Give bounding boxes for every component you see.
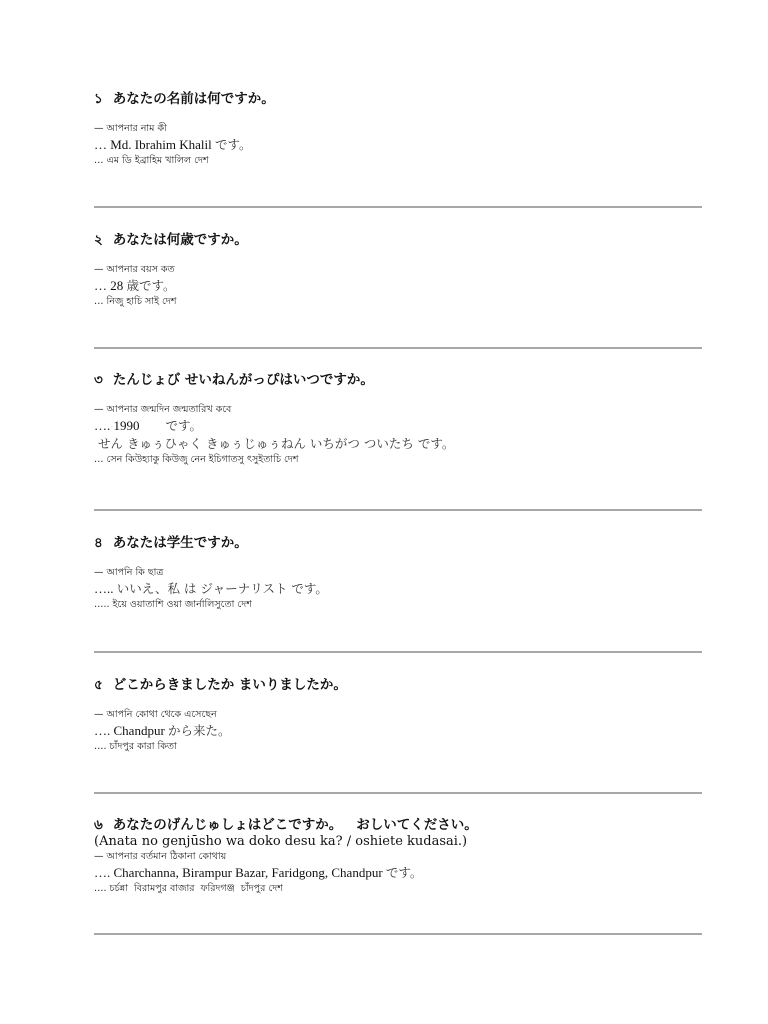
question-number: ৪ [94, 535, 103, 551]
question-heading [94, 90, 702, 108]
answer-latin: …. 1990 [94, 418, 166, 433]
question-block-2 [94, 231, 702, 309]
question-number: ১ [94, 91, 103, 107]
answer-latin: ….. [94, 581, 117, 596]
question-block-6 [94, 816, 702, 896]
answer-line [94, 136, 702, 154]
answer-latin: … 28 [94, 278, 127, 293]
answer-japanese: です。 [165, 418, 203, 433]
bangla-pronunciation: …. চাঁদপুর কারা কিতা [94, 741, 177, 752]
question-number: ৩ [94, 372, 103, 388]
section-divider [94, 347, 702, 349]
answer-line [94, 722, 702, 740]
answer-japanese: から来た。 [168, 723, 231, 738]
answer-japanese: 歳です。 [126, 278, 176, 293]
question-heading [94, 534, 702, 552]
answer-reading: せん きゅぅひゃく きゅぅじゅぅねん いちがつ ついたち です。 [98, 436, 455, 451]
section-divider [94, 651, 702, 653]
bangla-question: — আপনার বয়স কত [94, 264, 175, 275]
question-heading [94, 676, 702, 694]
question-block-5 [94, 676, 702, 754]
question-text: あなたのげんじゅしょはどこですか。 おしいてください。 [112, 817, 478, 833]
bangla-pronunciation: … সেন কিউহ্যাকু কিউজু নেন ইচিগাতসু ৎসুইতাচি দেশ [94, 454, 299, 465]
question-block-3 [94, 371, 702, 467]
bangla-question: — আপনি কি ছাত্র [94, 567, 164, 578]
question-number: ২ [94, 232, 103, 248]
bangla-question: — আপনার বর্তমান ঠিকানা কোথায় [94, 851, 227, 862]
question-text: あなたは何歳ですか。 [112, 232, 248, 248]
answer-latin: …. Charchanna, Birampur Bazar, Faridgong, Chandpur [94, 865, 386, 880]
question-number: ৫ [94, 677, 103, 693]
question-heading [94, 231, 702, 249]
answer-japanese: いいえ、私 は ジャーナリスト です。 [116, 581, 328, 596]
bangla-pronunciation: … নিজু হাচি সাই দেশ [94, 296, 177, 307]
answer-latin: …. Chandpur [94, 723, 169, 738]
question-text: どこからきましたか まいりましたか。 [112, 677, 347, 693]
bangla-pronunciation: ….. ইয়ে ওয়াতাশি ওয়া জার্নালিসুতো দেশ [94, 599, 252, 610]
answer-line [94, 277, 702, 295]
answer-japanese: です。 [385, 865, 423, 880]
bangla-question: — আপনার নাম কী [94, 123, 167, 134]
question-number: ৬ [94, 817, 103, 833]
section-divider [94, 792, 702, 794]
section-divider [94, 933, 702, 935]
question-text: あなたの名前は何ですか。 [112, 91, 275, 107]
bangla-question: — আপনার জন্মদিন জন্মতারিখ কবে [94, 404, 232, 415]
answer-line [94, 864, 702, 882]
section-divider [94, 206, 702, 208]
question-text: あなたは学生ですか。 [112, 535, 248, 551]
bangla-pronunciation: …. চর্চন্না বিরামপুর বাজার ফরিদগঞ্জ চাঁদপুর দেশ [94, 883, 283, 894]
question-block-1 [94, 90, 702, 168]
bangla-pronunciation: … এম ডি ইব্রাহিম খালিল দেশ [94, 155, 209, 166]
question-heading [94, 371, 702, 389]
answer-latin: … Md. Ibrahim Khalil [94, 137, 215, 152]
bangla-question: — আপনি কোথা থেকে এসেছেন [94, 709, 217, 720]
answer-japanese: です。 [214, 137, 252, 152]
answer-line [94, 417, 702, 435]
section-divider [94, 509, 702, 511]
question-text: たんじょび せいねんがっぴはいつですか。 [112, 372, 374, 388]
romaji-line: (Anata no genjūsho wa doko desu ka? / oshiete kudasai.) [94, 834, 468, 849]
question-block-4 [94, 534, 702, 612]
question-heading [94, 816, 702, 834]
answer-line [94, 580, 702, 598]
